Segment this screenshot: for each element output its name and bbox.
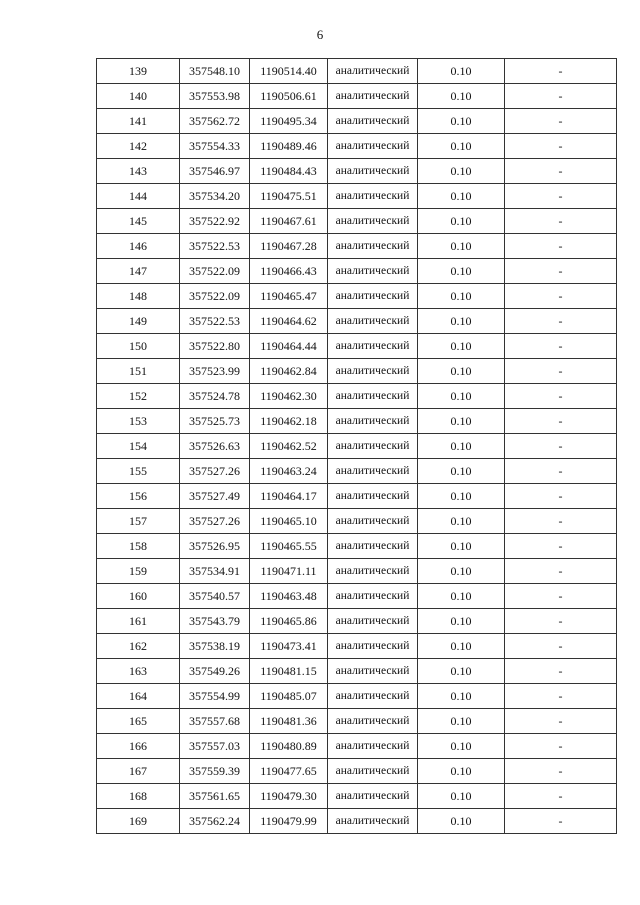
- note-cell: -: [505, 159, 617, 184]
- note-cell: -: [505, 59, 617, 84]
- accuracy-cell: 0.10: [418, 259, 505, 284]
- x-coordinate-cell: 357559.39: [180, 759, 250, 784]
- y-coordinate-cell: 1190477.65: [250, 759, 328, 784]
- point-number-cell: 165: [97, 709, 180, 734]
- point-number-cell: 166: [97, 734, 180, 759]
- y-coordinate-cell: 1190485.07: [250, 684, 328, 709]
- method-cell: аналитический: [328, 84, 418, 109]
- y-coordinate-cell: 1190479.99: [250, 809, 328, 834]
- y-coordinate-cell: 1190465.10: [250, 509, 328, 534]
- method-cell: аналитический: [328, 109, 418, 134]
- table-row: [97, 234, 617, 259]
- method-cell: аналитический: [328, 309, 418, 334]
- point-number-cell: 139: [97, 59, 180, 84]
- x-coordinate-cell: 357557.68: [180, 709, 250, 734]
- note-cell: -: [505, 359, 617, 384]
- table-row: [97, 359, 617, 384]
- accuracy-cell: 0.10: [418, 634, 505, 659]
- y-coordinate-cell: 1190475.51: [250, 184, 328, 209]
- method-cell: аналитический: [328, 259, 418, 284]
- note-cell: -: [505, 409, 617, 434]
- accuracy-cell: 0.10: [418, 459, 505, 484]
- y-coordinate-cell: 1190462.84: [250, 359, 328, 384]
- table-row: [97, 534, 617, 559]
- point-number-cell: 167: [97, 759, 180, 784]
- x-coordinate-cell: 357553.98: [180, 84, 250, 109]
- accuracy-cell: 0.10: [418, 784, 505, 809]
- method-cell: аналитический: [328, 534, 418, 559]
- x-coordinate-cell: 357561.65: [180, 784, 250, 809]
- point-number-cell: 169: [97, 809, 180, 834]
- method-cell: аналитический: [328, 809, 418, 834]
- x-coordinate-cell: 357527.49: [180, 484, 250, 509]
- table-row: [97, 159, 617, 184]
- y-coordinate-cell: 1190464.17: [250, 484, 328, 509]
- method-cell: аналитический: [328, 184, 418, 209]
- accuracy-cell: 0.10: [418, 734, 505, 759]
- y-coordinate-cell: 1190480.89: [250, 734, 328, 759]
- method-cell: аналитический: [328, 359, 418, 384]
- point-number-cell: 141: [97, 109, 180, 134]
- accuracy-cell: 0.10: [418, 84, 505, 109]
- y-coordinate-cell: 1190465.47: [250, 284, 328, 309]
- accuracy-cell: 0.10: [418, 309, 505, 334]
- method-cell: аналитический: [328, 134, 418, 159]
- x-coordinate-cell: 357522.80: [180, 334, 250, 359]
- accuracy-cell: 0.10: [418, 59, 505, 84]
- method-cell: аналитический: [328, 634, 418, 659]
- point-number-cell: 161: [97, 609, 180, 634]
- note-cell: -: [505, 209, 617, 234]
- point-number-cell: 147: [97, 259, 180, 284]
- accuracy-cell: 0.10: [418, 234, 505, 259]
- accuracy-cell: 0.10: [418, 559, 505, 584]
- method-cell: аналитический: [328, 609, 418, 634]
- note-cell: -: [505, 459, 617, 484]
- accuracy-cell: 0.10: [418, 109, 505, 134]
- table-row: [97, 384, 617, 409]
- x-coordinate-cell: 357562.72: [180, 109, 250, 134]
- y-coordinate-cell: 1190462.30: [250, 384, 328, 409]
- method-cell: аналитический: [328, 384, 418, 409]
- table-row: [97, 809, 617, 834]
- x-coordinate-cell: 357562.24: [180, 809, 250, 834]
- note-cell: -: [505, 84, 617, 109]
- y-coordinate-cell: 1190484.43: [250, 159, 328, 184]
- y-coordinate-cell: 1190514.40: [250, 59, 328, 84]
- accuracy-cell: 0.10: [418, 184, 505, 209]
- y-coordinate-cell: 1190463.48: [250, 584, 328, 609]
- point-number-cell: 145: [97, 209, 180, 234]
- x-coordinate-cell: 357527.26: [180, 459, 250, 484]
- note-cell: -: [505, 809, 617, 834]
- x-coordinate-cell: 357549.26: [180, 659, 250, 684]
- x-coordinate-cell: 357554.33: [180, 134, 250, 159]
- point-number-cell: 164: [97, 684, 180, 709]
- table-row: [97, 59, 617, 84]
- table-row: [97, 584, 617, 609]
- table-row: [97, 209, 617, 234]
- x-coordinate-cell: 357522.53: [180, 309, 250, 334]
- y-coordinate-cell: 1190481.15: [250, 659, 328, 684]
- table-row: [97, 459, 617, 484]
- x-coordinate-cell: 357534.20: [180, 184, 250, 209]
- note-cell: -: [505, 534, 617, 559]
- method-cell: аналитический: [328, 684, 418, 709]
- point-number-cell: 142: [97, 134, 180, 159]
- y-coordinate-cell: 1190473.41: [250, 634, 328, 659]
- table-row: [97, 759, 617, 784]
- point-number-cell: 153: [97, 409, 180, 434]
- table-row: [97, 184, 617, 209]
- x-coordinate-cell: 357522.09: [180, 284, 250, 309]
- note-cell: -: [505, 334, 617, 359]
- note-cell: -: [505, 659, 617, 684]
- point-number-cell: 149: [97, 309, 180, 334]
- accuracy-cell: 0.10: [418, 284, 505, 309]
- y-coordinate-cell: 1190471.11: [250, 559, 328, 584]
- method-cell: аналитический: [328, 709, 418, 734]
- table-row: [97, 709, 617, 734]
- y-coordinate-cell: 1190463.24: [250, 459, 328, 484]
- method-cell: аналитический: [328, 559, 418, 584]
- table-row: [97, 309, 617, 334]
- table-row: [97, 84, 617, 109]
- accuracy-cell: 0.10: [418, 209, 505, 234]
- y-coordinate-cell: 1190465.55: [250, 534, 328, 559]
- accuracy-cell: 0.10: [418, 509, 505, 534]
- table-row: [97, 784, 617, 809]
- accuracy-cell: 0.10: [418, 134, 505, 159]
- x-coordinate-cell: 357522.92: [180, 209, 250, 234]
- y-coordinate-cell: 1190462.52: [250, 434, 328, 459]
- note-cell: -: [505, 509, 617, 534]
- y-coordinate-cell: 1190462.18: [250, 409, 328, 434]
- note-cell: -: [505, 484, 617, 509]
- x-coordinate-cell: 357540.57: [180, 584, 250, 609]
- note-cell: -: [505, 609, 617, 634]
- x-coordinate-cell: 357538.19: [180, 634, 250, 659]
- x-coordinate-cell: 357527.26: [180, 509, 250, 534]
- method-cell: аналитический: [328, 759, 418, 784]
- x-coordinate-cell: 357522.53: [180, 234, 250, 259]
- accuracy-cell: 0.10: [418, 659, 505, 684]
- y-coordinate-cell: 1190489.46: [250, 134, 328, 159]
- accuracy-cell: 0.10: [418, 384, 505, 409]
- accuracy-cell: 0.10: [418, 759, 505, 784]
- x-coordinate-cell: 357548.10: [180, 59, 250, 84]
- accuracy-cell: 0.10: [418, 484, 505, 509]
- note-cell: -: [505, 384, 617, 409]
- accuracy-cell: 0.10: [418, 684, 505, 709]
- method-cell: аналитический: [328, 509, 418, 534]
- accuracy-cell: 0.10: [418, 159, 505, 184]
- point-number-cell: 148: [97, 284, 180, 309]
- y-coordinate-cell: 1190464.44: [250, 334, 328, 359]
- point-number-cell: 155: [97, 459, 180, 484]
- note-cell: -: [505, 309, 617, 334]
- method-cell: аналитический: [328, 59, 418, 84]
- table-row: [97, 484, 617, 509]
- note-cell: -: [505, 184, 617, 209]
- accuracy-cell: 0.10: [418, 709, 505, 734]
- x-coordinate-cell: 357554.99: [180, 684, 250, 709]
- note-cell: -: [505, 559, 617, 584]
- table-row: [97, 109, 617, 134]
- note-cell: -: [505, 259, 617, 284]
- method-cell: аналитический: [328, 734, 418, 759]
- point-number-cell: 154: [97, 434, 180, 459]
- x-coordinate-cell: 357557.03: [180, 734, 250, 759]
- table-row: [97, 409, 617, 434]
- accuracy-cell: 0.10: [418, 609, 505, 634]
- method-cell: аналитический: [328, 334, 418, 359]
- table-row: [97, 284, 617, 309]
- accuracy-cell: 0.10: [418, 809, 505, 834]
- note-cell: -: [505, 134, 617, 159]
- table-row: [97, 609, 617, 634]
- point-number-cell: 163: [97, 659, 180, 684]
- point-number-cell: 156: [97, 484, 180, 509]
- method-cell: аналитический: [328, 459, 418, 484]
- x-coordinate-cell: 357546.97: [180, 159, 250, 184]
- point-number-cell: 143: [97, 159, 180, 184]
- x-coordinate-cell: 357526.63: [180, 434, 250, 459]
- page-number: 6: [316, 27, 324, 42]
- point-number-cell: 168: [97, 784, 180, 809]
- coordinates-table-body: [97, 59, 617, 834]
- table-row: [97, 659, 617, 684]
- accuracy-cell: 0.10: [418, 584, 505, 609]
- point-number-cell: 157: [97, 509, 180, 534]
- method-cell: аналитический: [328, 409, 418, 434]
- x-coordinate-cell: 357534.91: [180, 559, 250, 584]
- note-cell: -: [505, 784, 617, 809]
- x-coordinate-cell: 357525.73: [180, 409, 250, 434]
- table-row: [97, 634, 617, 659]
- accuracy-cell: 0.10: [418, 534, 505, 559]
- method-cell: аналитический: [328, 209, 418, 234]
- y-coordinate-cell: 1190464.62: [250, 309, 328, 334]
- accuracy-cell: 0.10: [418, 334, 505, 359]
- y-coordinate-cell: 1190506.61: [250, 84, 328, 109]
- point-number-cell: 162: [97, 634, 180, 659]
- note-cell: -: [505, 709, 617, 734]
- y-coordinate-cell: 1190465.86: [250, 609, 328, 634]
- y-coordinate-cell: 1190466.43: [250, 259, 328, 284]
- note-cell: -: [505, 434, 617, 459]
- x-coordinate-cell: 357523.99: [180, 359, 250, 384]
- point-number-cell: 152: [97, 384, 180, 409]
- accuracy-cell: 0.10: [418, 409, 505, 434]
- method-cell: аналитический: [328, 434, 418, 459]
- method-cell: аналитический: [328, 484, 418, 509]
- coordinates-table: [96, 58, 617, 834]
- table-row: [97, 559, 617, 584]
- table-row: [97, 684, 617, 709]
- method-cell: аналитический: [328, 234, 418, 259]
- method-cell: аналитический: [328, 659, 418, 684]
- table-row: [97, 134, 617, 159]
- method-cell: аналитический: [328, 584, 418, 609]
- note-cell: -: [505, 584, 617, 609]
- point-number-cell: 140: [97, 84, 180, 109]
- y-coordinate-cell: 1190495.34: [250, 109, 328, 134]
- method-cell: аналитический: [328, 784, 418, 809]
- x-coordinate-cell: 357543.79: [180, 609, 250, 634]
- point-number-cell: 151: [97, 359, 180, 384]
- point-number-cell: 150: [97, 334, 180, 359]
- x-coordinate-cell: 357526.95: [180, 534, 250, 559]
- table-row: [97, 334, 617, 359]
- method-cell: аналитический: [328, 159, 418, 184]
- table-row: [97, 509, 617, 534]
- y-coordinate-cell: 1190481.36: [250, 709, 328, 734]
- note-cell: -: [505, 734, 617, 759]
- point-number-cell: 144: [97, 184, 180, 209]
- x-coordinate-cell: 357524.78: [180, 384, 250, 409]
- point-number-cell: 146: [97, 234, 180, 259]
- note-cell: -: [505, 634, 617, 659]
- point-number-cell: 160: [97, 584, 180, 609]
- accuracy-cell: 0.10: [418, 359, 505, 384]
- y-coordinate-cell: 1190479.30: [250, 784, 328, 809]
- y-coordinate-cell: 1190467.61: [250, 209, 328, 234]
- note-cell: -: [505, 759, 617, 784]
- note-cell: -: [505, 234, 617, 259]
- table-row: [97, 434, 617, 459]
- note-cell: -: [505, 109, 617, 134]
- point-number-cell: 158: [97, 534, 180, 559]
- point-number-cell: 159: [97, 559, 180, 584]
- note-cell: -: [505, 684, 617, 709]
- table-row: [97, 259, 617, 284]
- note-cell: -: [505, 284, 617, 309]
- method-cell: аналитический: [328, 284, 418, 309]
- x-coordinate-cell: 357522.09: [180, 259, 250, 284]
- table-row: [97, 734, 617, 759]
- accuracy-cell: 0.10: [418, 434, 505, 459]
- y-coordinate-cell: 1190467.28: [250, 234, 328, 259]
